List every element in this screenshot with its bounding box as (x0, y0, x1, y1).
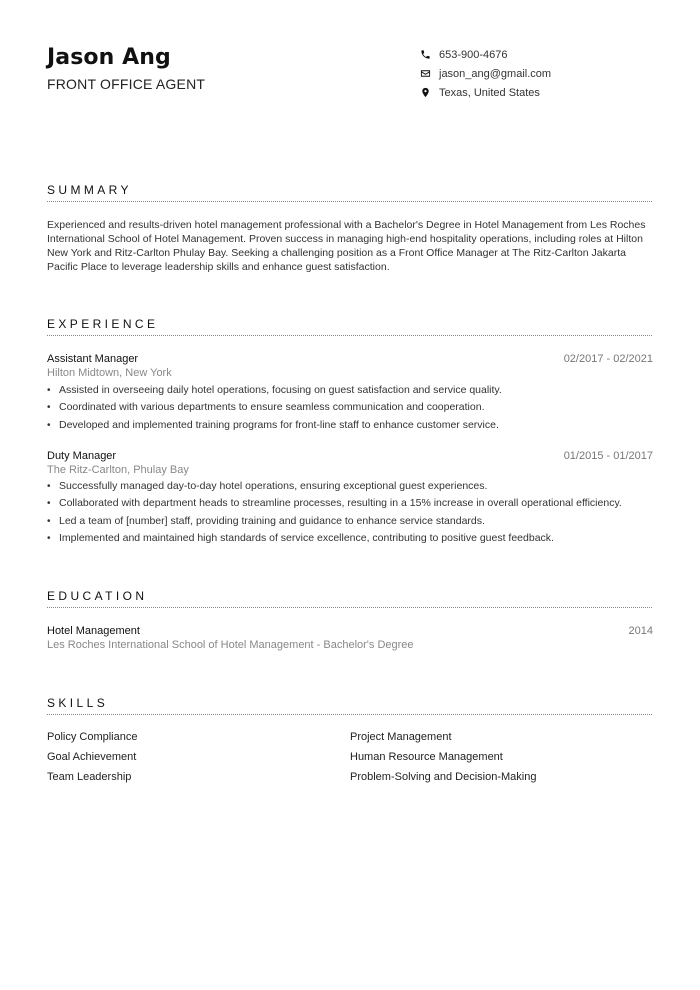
contact-phone (419, 45, 551, 64)
phone-icon (419, 49, 431, 61)
job-bullets (47, 382, 657, 434)
job-bullet: • Assisted in overseeing daily hotel operations, focusing on guest satisfaction and service quality. (47, 382, 657, 399)
location-pin-icon (419, 87, 431, 99)
job-title: Duty Manager (47, 450, 117, 462)
education-heading: EDUCATION (47, 589, 148, 603)
job-bullet: • Implemented and maintained high standards of service excellence, contributing to positive guest feedback. (47, 530, 657, 547)
job-company: The Ritz-Carlton, Phulay Bay (47, 464, 189, 476)
candidate-role: FRONT OFFICE AGENT (47, 76, 206, 92)
email-text: jason_ang@gmail.com (439, 67, 552, 80)
candidate-name: Jason Ang (47, 45, 171, 70)
summary-text: Experienced and results-driven hotel management professional with a Bachelor's Degree in Hotel Management from Les Roches International School of Hotel Management. Proven success in managing high-end hospitality operations, including roles at Hilton New York and Ritz-Carlton Phulay Bay. Seeking a challenging position as a Front Office Manager at The Ritz-Carlton Jakarta Pacific Place to leverage leadership skills and enhance guest satisfaction. (47, 219, 646, 273)
skills-divider (47, 714, 652, 715)
location-text: Texas, United States (439, 86, 540, 99)
job-company: Hilton Midtown, New York (47, 367, 172, 379)
skill-item: Team Leadership (47, 771, 132, 783)
skill-item: Project Management (350, 731, 452, 743)
job-bullet: • Coordinated with various departments to ensure seamless communication and cooperation. (47, 399, 657, 416)
job-bullet: • Successfully managed day-to-day hotel operations, ensuring exceptional guest experiences. (47, 478, 657, 495)
job-bullet: • Led a team of [number] staff, providing training and guidance to enhance service standards. (47, 513, 657, 530)
phone-text: 653-900-4676 (439, 48, 508, 61)
experience-divider (47, 335, 652, 336)
skill-item: Goal Achievement (47, 751, 137, 763)
job-title: Assistant Manager (47, 353, 139, 365)
job-dates: 02/2017 - 02/2021 (563, 353, 653, 365)
skills-heading: SKILLS (47, 696, 109, 710)
summary-divider (47, 201, 652, 202)
summary-heading: SUMMARY (47, 183, 132, 197)
contact-location (419, 83, 551, 102)
education-school: Les Roches International School of Hotel Management - Bachelor's Degree (47, 639, 414, 651)
skill-item: Human Resource Management (350, 751, 503, 763)
skill-item: Policy Compliance (47, 731, 138, 743)
education-divider (47, 607, 652, 608)
job-bullet: • Developed and implemented training programs for front-line staff to enhance customer service. (47, 417, 657, 434)
email-icon (419, 68, 431, 80)
job-bullets (47, 478, 657, 547)
education-degree: Hotel Management (47, 625, 140, 637)
skill-item: Problem-Solving and Decision-Making (350, 771, 537, 783)
contact-block (419, 45, 551, 102)
experience-heading: EXPERIENCE (47, 317, 159, 331)
education-year: 2014 (628, 625, 653, 637)
contact-email (419, 64, 551, 83)
job-dates: 01/2015 - 01/2017 (563, 450, 653, 462)
job-bullet: • Collaborated with department heads to streamline processes, resulting in a 15% increase in overall operational efficiency. (47, 495, 657, 512)
